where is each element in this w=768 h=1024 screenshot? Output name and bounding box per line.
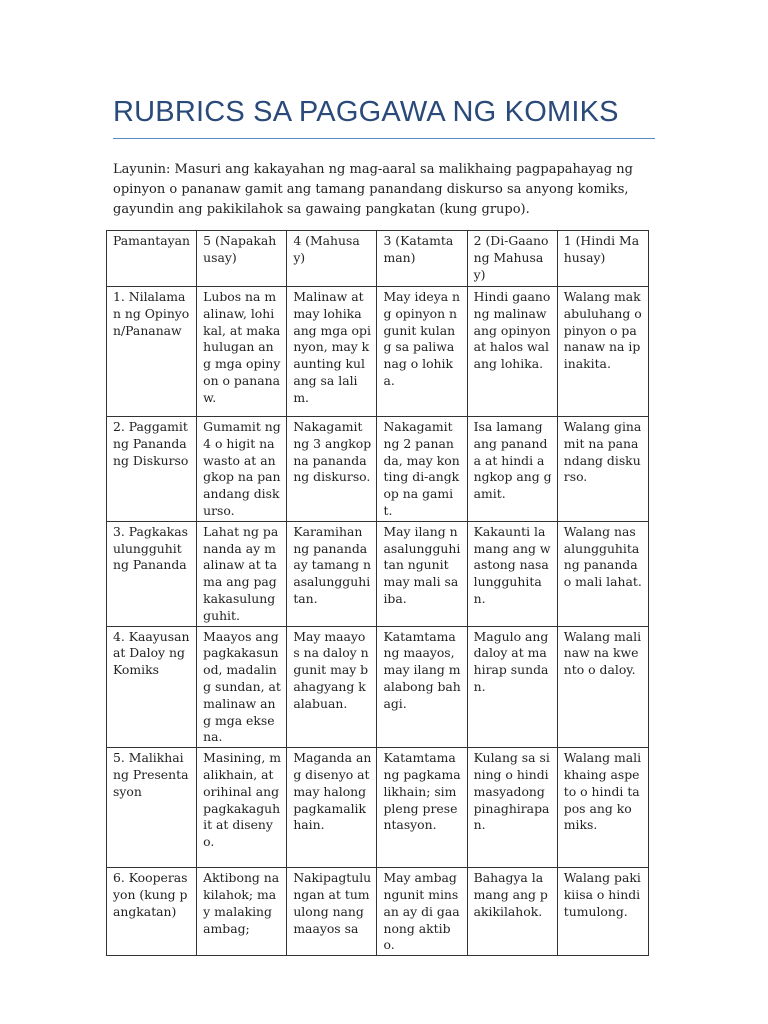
criterion-cell: 1. Nilalaman ng Opinyon/Pananaw — [107, 287, 197, 417]
table-row — [107, 748, 649, 868]
rating-cell: Walang malinaw na kwento o daloy. — [557, 626, 648, 748]
table-header-cell: Pamantayan — [107, 231, 197, 287]
table-header-cell: 3 (Katamtaman) — [377, 231, 467, 287]
rubric-table — [106, 230, 649, 956]
rating-cell: Kulang sa sining o hindi masyadong pinaghirapan. — [467, 748, 557, 868]
rating-cell: Katamtamang pagkamalikhain; simpleng presentasyon. — [377, 748, 467, 868]
rating-cell: Kakaunti lamang ang wastong nasalungguhitan. — [467, 521, 557, 626]
rating-cell: May ilang nasalungguhitan ngunit may mali sa iba. — [377, 521, 467, 626]
criterion-cell: 6. Kooperasyon (kung pangkatan) — [107, 868, 197, 956]
rating-cell: Lahat ng pananda ay malinaw at tama ang pagkakasulungguhit. — [197, 521, 287, 626]
criterion-cell: 2. Paggamit ng Panandang Diskurso — [107, 417, 197, 522]
rating-cell: Masining, malikhain, at orihinal ang pagkakaguhit at disenyo. — [197, 748, 287, 868]
rating-cell: Maganda ang disenyo at may halong pagkamalikhain. — [287, 748, 377, 868]
table-row — [107, 417, 649, 522]
rating-cell: Magulo ang daloy at mahirap sundan. — [467, 626, 557, 748]
table-header-cell: 5 (Napakahusay) — [197, 231, 287, 287]
title-divider — [113, 138, 655, 139]
table-row — [107, 287, 649, 417]
rating-cell: Karamihan ng pananda ay tamang nasalungguhitan. — [287, 521, 377, 626]
table-row — [107, 521, 649, 626]
rating-cell: Walang makabuluhang opinyon o pananaw na ipinakita. — [557, 287, 648, 417]
criterion-cell: 3. Pagkakasulungguhit ng Pananda — [107, 521, 197, 626]
rating-cell: Gumamit ng 4 o higit na wasto at angkop na panandang diskurso. — [197, 417, 287, 522]
criterion-cell: 4. Kaayusan at Daloy ng Komiks — [107, 626, 197, 748]
table-header-cell: 4 (Mahusay) — [287, 231, 377, 287]
table-header-cell: 1 (Hindi Mahusay) — [557, 231, 648, 287]
rating-cell: Walang ginamit na panandang diskurso. — [557, 417, 648, 522]
rating-cell: Walang pakikiisa o hindi tumulong. — [557, 868, 648, 956]
rating-cell: Nakipagtulungan at tumulong nang maayos sa — [287, 868, 377, 956]
table-row — [107, 626, 649, 748]
table-header-cell: 2 (Di-Gaanong Mahusay) — [467, 231, 557, 287]
rating-cell: Katamtamang maayos, may ilang malabong bahagi. — [377, 626, 467, 748]
rating-cell: Walang nasalungguhitang pananda o mali lahat. — [557, 521, 648, 626]
rating-cell: Nakagamit ng 3 angkop na panandang diskurso. — [287, 417, 377, 522]
rating-cell: Hindi gaanong malinaw ang opinyon at halos walang lohika. — [467, 287, 557, 417]
rating-cell: Isa lamang ang pananda at hindi angkop ang gamit. — [467, 417, 557, 522]
rating-cell: Lubos na malinaw, lohikal, at makahulugan ang mga opinyon o pananaw. — [197, 287, 287, 417]
criterion-cell: 5. Malikhaing Presentasyon — [107, 748, 197, 868]
document-title: RUBRICS SA PAGGAWA NG KOMIKS — [113, 96, 619, 128]
rating-cell: Aktibong nakilahok; may malaking ambag; — [197, 868, 287, 956]
rating-cell: Walang malikhaing aspeto o hindi tapos ang komiks. — [557, 748, 648, 868]
rating-cell: May ambag ngunit minsan ay di gaanong aktibo. — [377, 868, 467, 956]
rating-cell: May maayos na daloy ngunit may bahagyang kalabuan. — [287, 626, 377, 748]
table-row — [107, 868, 649, 956]
intro-paragraph: Layunin: Masuri ang kakayahan ng mag-aaral sa malikhaing pagpapahayag ng opinyon o pananaw gamit ang tamang panandang diskurso sa anyong komiks, gayundin ang pakikilahok sa gawaing pangkatan (kung grupo). — [113, 162, 633, 217]
table-header-row — [107, 231, 649, 287]
rating-cell: Bahagya lamang ang pakikilahok. — [467, 868, 557, 956]
rating-cell: Nakagamit ng 2 pananda, may konting di-angkop na gamit. — [377, 417, 467, 522]
rating-cell: Maayos ang pagkakasunod, madaling sundan, at malinaw ang mga eksena. — [197, 626, 287, 748]
rating-cell: Malinaw at may lohika ang mga opinyon, may kaunting kulang sa lalim. — [287, 287, 377, 417]
rating-cell: May ideya ng opinyon ngunit kulang sa paliwanag o lohika. — [377, 287, 467, 417]
